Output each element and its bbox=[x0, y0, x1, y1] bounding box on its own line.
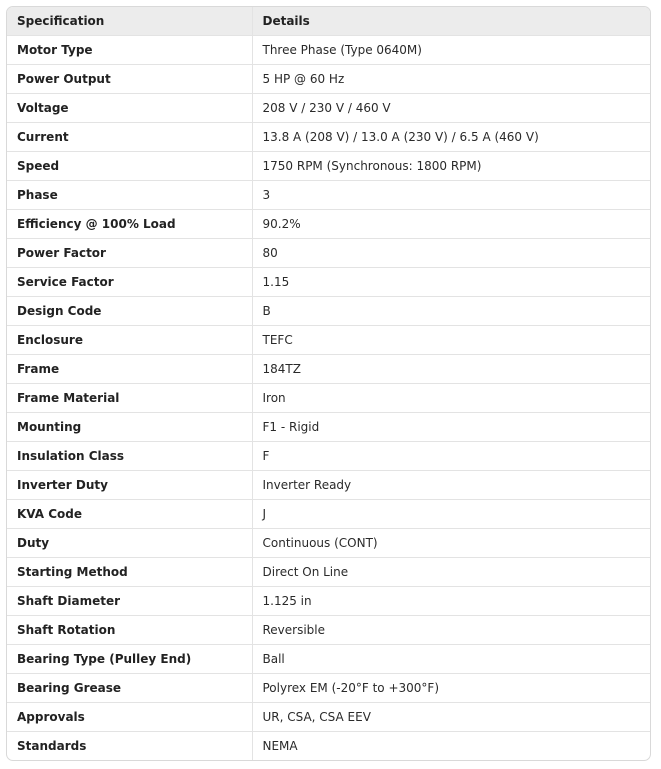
spec-label: Design Code bbox=[7, 297, 252, 326]
spec-label: Current bbox=[7, 123, 252, 152]
table-row bbox=[7, 384, 650, 413]
spec-value: Inverter Ready bbox=[252, 471, 650, 500]
spec-label: Frame bbox=[7, 355, 252, 384]
table-row bbox=[7, 210, 650, 239]
spec-value: 1.15 bbox=[252, 268, 650, 297]
table-row bbox=[7, 616, 650, 645]
table-row bbox=[7, 181, 650, 210]
spec-value: Three Phase (Type 0640M) bbox=[252, 36, 650, 65]
spec-label: Insulation Class bbox=[7, 442, 252, 471]
table-row bbox=[7, 239, 650, 268]
spec-label: KVA Code bbox=[7, 500, 252, 529]
spec-label: Motor Type bbox=[7, 36, 252, 65]
table-row bbox=[7, 732, 650, 761]
table-row bbox=[7, 65, 650, 94]
spec-label: Voltage bbox=[7, 94, 252, 123]
table-row bbox=[7, 587, 650, 616]
spec-label: Phase bbox=[7, 181, 252, 210]
spec-value: Iron bbox=[252, 384, 650, 413]
spec-label: Frame Material bbox=[7, 384, 252, 413]
spec-value: Reversible bbox=[252, 616, 650, 645]
table-row bbox=[7, 326, 650, 355]
header-specification: Specification bbox=[7, 7, 252, 36]
spec-label: Efficiency @ 100% Load bbox=[7, 210, 252, 239]
spec-value: J bbox=[252, 500, 650, 529]
table-row bbox=[7, 703, 650, 732]
spec-label: Starting Method bbox=[7, 558, 252, 587]
spec-value: Ball bbox=[252, 645, 650, 674]
table-row bbox=[7, 297, 650, 326]
table-row bbox=[7, 413, 650, 442]
spec-value: 90.2% bbox=[252, 210, 650, 239]
table-row bbox=[7, 123, 650, 152]
table-header-row bbox=[7, 7, 650, 36]
spec-value: 1750 RPM (Synchronous: 1800 RPM) bbox=[252, 152, 650, 181]
spec-value: 80 bbox=[252, 239, 650, 268]
spec-label: Duty bbox=[7, 529, 252, 558]
spec-value: 5 HP @ 60 Hz bbox=[252, 65, 650, 94]
spec-label: Shaft Rotation bbox=[7, 616, 252, 645]
spec-value: B bbox=[252, 297, 650, 326]
spec-table-container bbox=[6, 6, 651, 761]
spec-label: Standards bbox=[17, 739, 87, 753]
spec-value: NEMA bbox=[252, 732, 650, 761]
spec-label: Bearing Type (Pulley End) bbox=[7, 645, 252, 674]
table-row bbox=[7, 471, 650, 500]
table-row bbox=[7, 268, 650, 297]
spec-value: 13.8 A (208 V) / 13.0 A (230 V) / 6.5 A (460 V) bbox=[252, 123, 650, 152]
table-row bbox=[7, 558, 650, 587]
table-row bbox=[7, 355, 650, 384]
table-row bbox=[7, 529, 650, 558]
spec-label: Inverter Duty bbox=[7, 471, 252, 500]
spec-label: Shaft Diameter bbox=[7, 587, 252, 616]
spec-value: Direct On Line bbox=[252, 558, 650, 587]
spec-value: UR, CSA, CSA EEV bbox=[252, 703, 650, 732]
table-row bbox=[7, 152, 650, 181]
spec-value: 208 V / 230 V / 460 V bbox=[252, 94, 650, 123]
spec-value: 1.125 in bbox=[252, 587, 650, 616]
spec-value: 184TZ bbox=[252, 355, 650, 384]
spec-label: Power Factor bbox=[7, 239, 252, 268]
spec-label: Service Factor bbox=[7, 268, 252, 297]
spec-value: 3 bbox=[252, 181, 650, 210]
table-row bbox=[7, 645, 650, 674]
table-row bbox=[7, 500, 650, 529]
header-details: Details bbox=[252, 7, 650, 36]
spec-table bbox=[7, 7, 650, 760]
spec-value: TEFC bbox=[252, 326, 650, 355]
table-row bbox=[7, 674, 650, 703]
spec-label: Enclosure bbox=[7, 326, 252, 355]
table-row bbox=[7, 36, 650, 65]
table-row bbox=[7, 94, 650, 123]
spec-label: Power Output bbox=[7, 65, 252, 94]
spec-value: Continuous (CONT) bbox=[252, 529, 650, 558]
spec-value: Polyrex EM (-20°F to +300°F) bbox=[252, 674, 650, 703]
spec-label: Approvals bbox=[7, 703, 252, 732]
spec-label: Speed bbox=[7, 152, 252, 181]
spec-value: F bbox=[252, 442, 650, 471]
table-body bbox=[7, 36, 650, 761]
table-row bbox=[7, 442, 650, 471]
spec-label: Bearing Grease bbox=[7, 674, 252, 703]
spec-value: F1 - Rigid bbox=[252, 413, 650, 442]
spec-label: Mounting bbox=[7, 413, 252, 442]
